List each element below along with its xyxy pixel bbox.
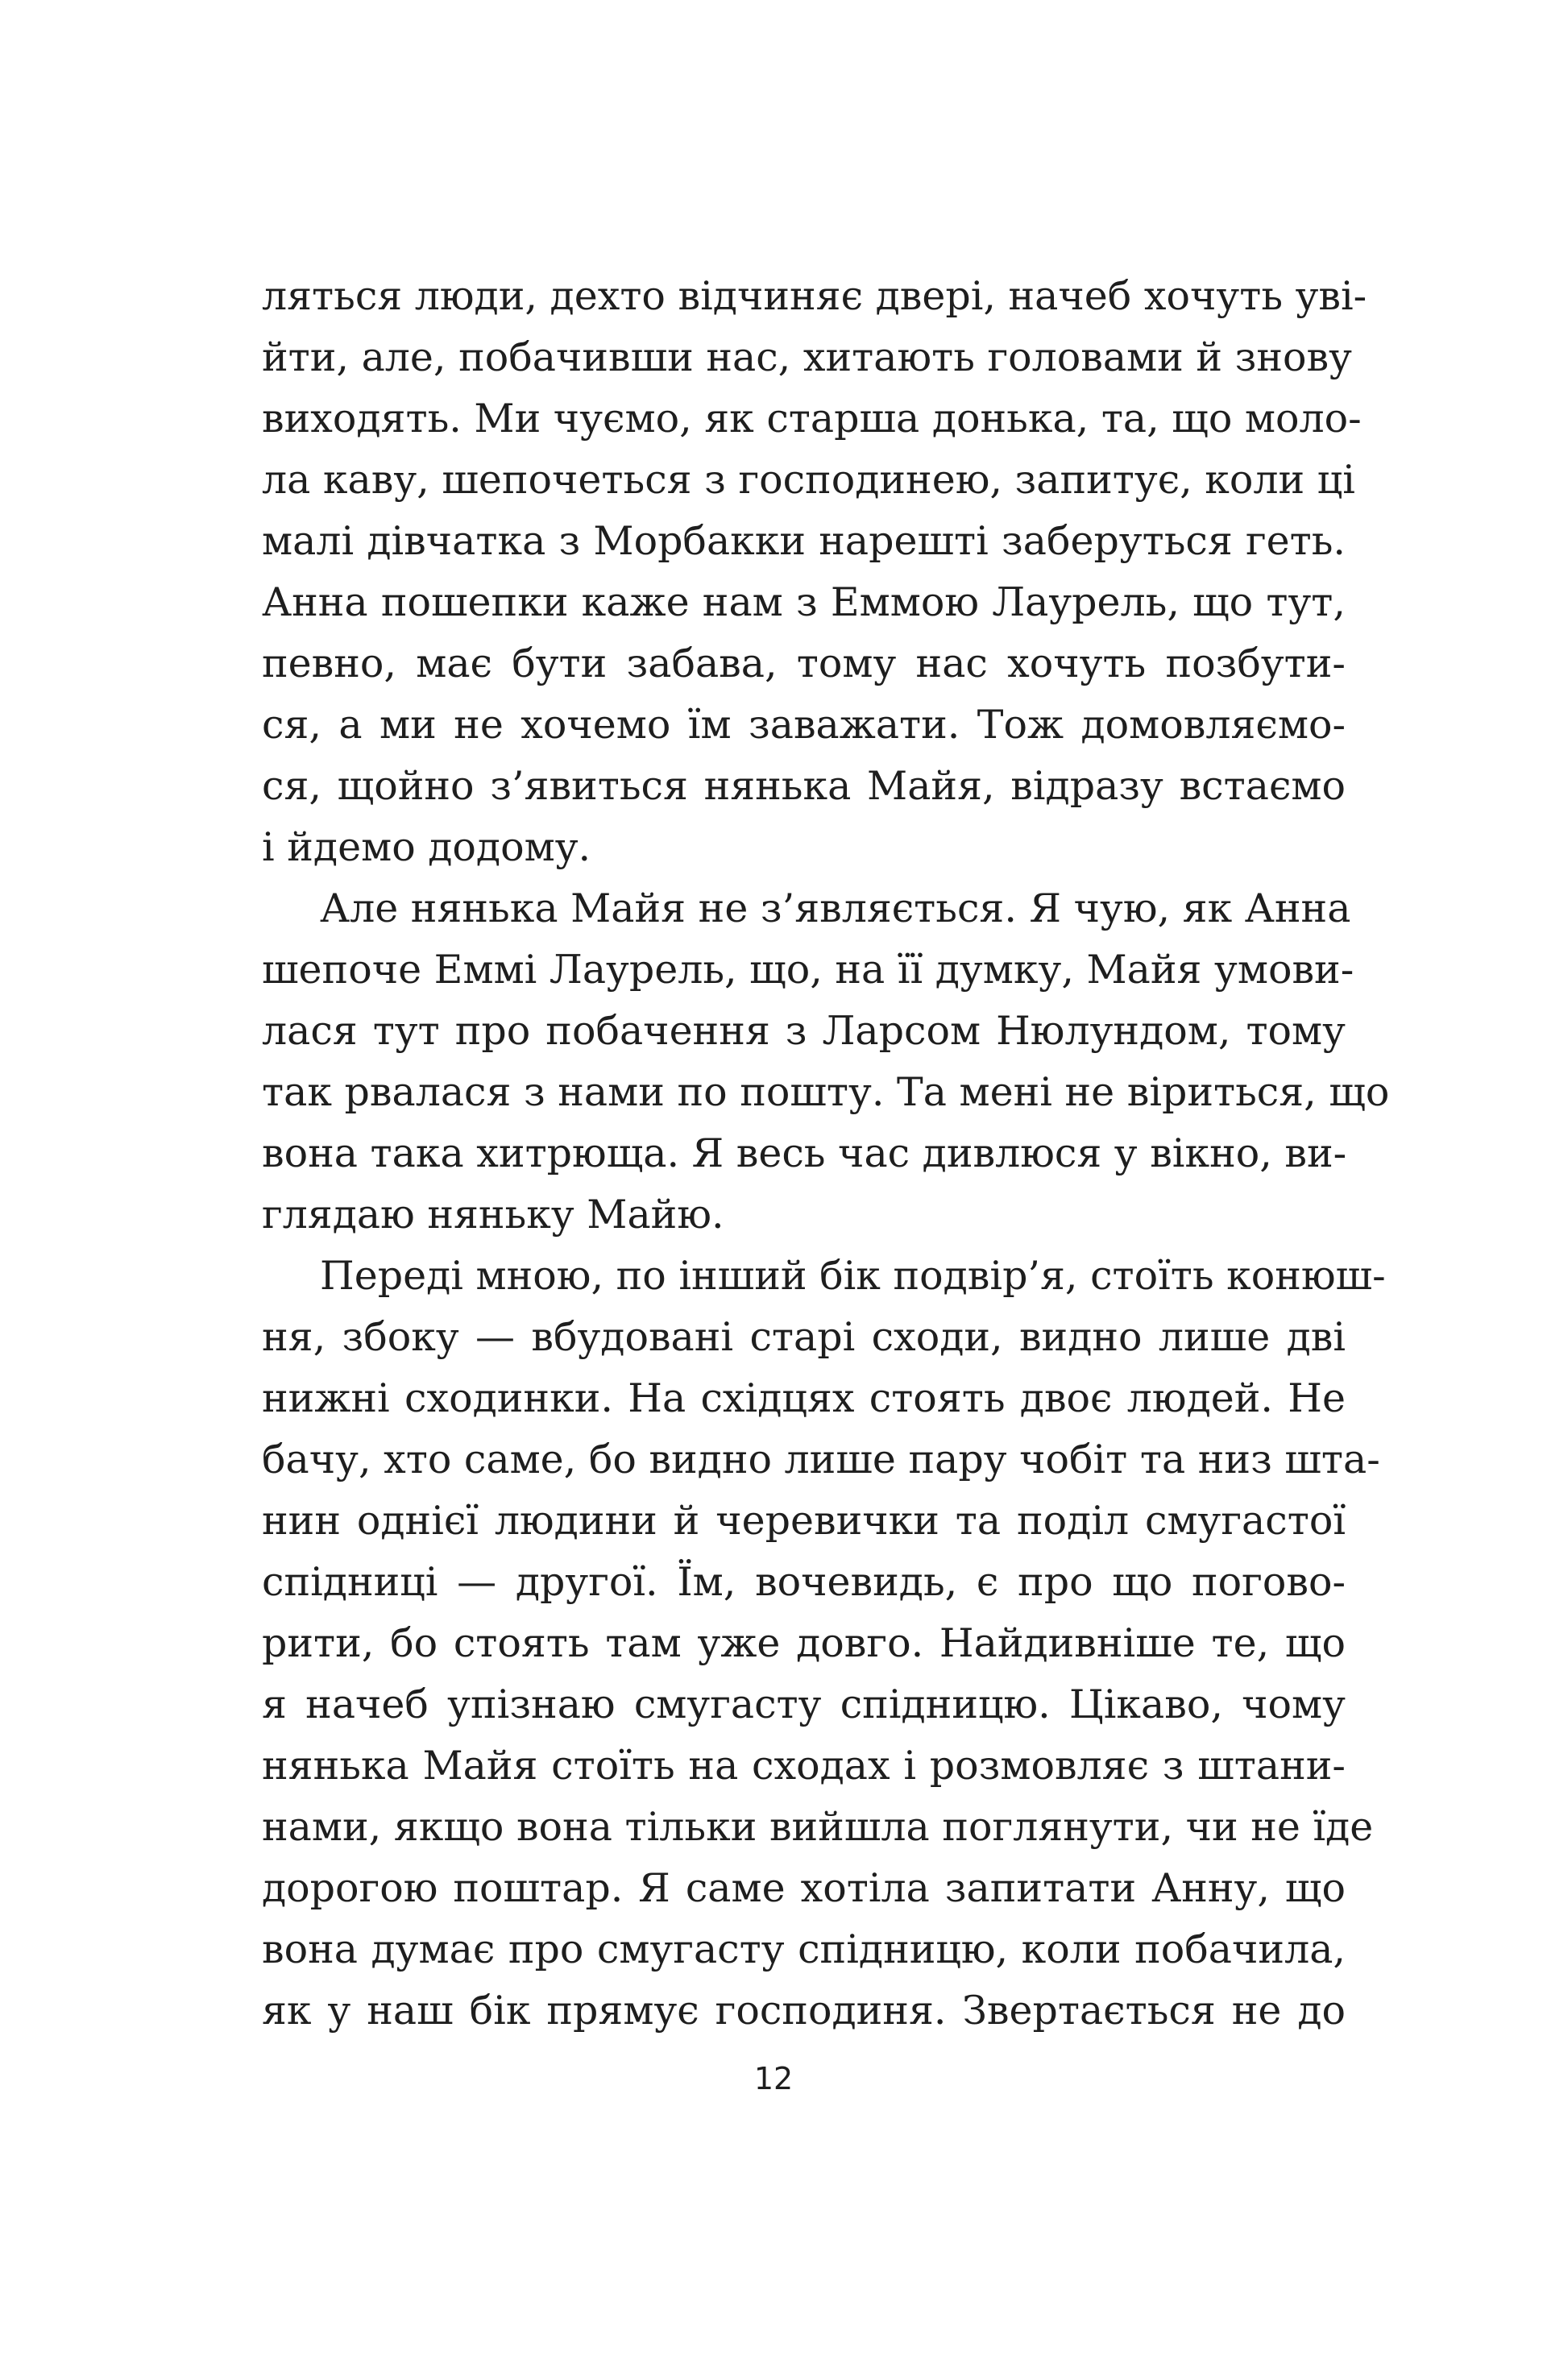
text-line: нижні сходинки. На східцях стоять двоє людей. Не: [262, 1375, 1346, 1421]
text-line: лася тут про побачення з Ларсом Нюлундом, тому: [262, 1008, 1346, 1054]
text-line: глядаю няньку Майю.: [262, 1192, 724, 1238]
text-line: ня, збоку — вбудовані старі сходи, видно лише дві: [262, 1314, 1346, 1360]
text-line: ся, щойно з’явиться нянька Майя, відразу встаємо: [262, 763, 1346, 809]
text-line: йти, але, побачивши нас, хитають головами й знову: [262, 334, 1352, 380]
text-line: бачу, хто саме, бо видно лише пару чобіт та низ шта-: [262, 1437, 1380, 1482]
text-line: ла каву, шепочеться з господинею, запитує, коли ці: [262, 457, 1355, 503]
text-line: як у наш бік прямує господиня. Звертається не до: [262, 1988, 1346, 2034]
text-line: вона така хитрюща. Я весь час дивлюся у вікно, ви-: [262, 1130, 1347, 1176]
body-text: [262, 266, 1390, 2042]
text-line: рити, бо стоять там уже довго. Найдивніше те, що: [262, 1620, 1346, 1666]
text-line: ляться люди, дехто відчиняє двері, начеб хочуть уві-: [262, 273, 1367, 319]
paragraph: [262, 1246, 1386, 2042]
text-line: малі дівчатка з Морбакки нарешті заберуться геть.: [262, 518, 1346, 564]
text-line: нянька Майя стоїть на сходах і розмовляє з штани-: [262, 1743, 1346, 1789]
text-line: шепоче Еммі Лаурель, що, на її думку, Майя умови-: [262, 947, 1354, 993]
paragraph: [262, 266, 1367, 878]
text-line: виходять. Ми чуємо, як старша донька, та, що моло-: [262, 396, 1362, 442]
text-line: Анна пошепки каже нам з Еммою Лаурель, що тут,: [262, 579, 1346, 625]
text-line: вона думає про смугасту спідницю, коли побачила,: [262, 1926, 1346, 1972]
text-line: певно, має бути забава, тому нас хочуть позбути-: [262, 641, 1346, 686]
page-number: 12: [753, 2061, 794, 2096]
text-line: Але нянька Майя не з’являється. Я чую, як Анна: [320, 885, 1351, 931]
text-line: я начеб упізнаю смугасту спідницю. Цікаво, чому: [262, 1681, 1346, 1727]
text-line: дорогою поштар. Я саме хотіла запитати Анну, що: [262, 1865, 1346, 1911]
text-line: так рвалася з нами по пошту. Та мені не віриться, що: [262, 1069, 1390, 1115]
text-line: нин однієї людини й черевички та поділ смугастої: [262, 1498, 1346, 1544]
text-line: Переді мною, по інший бік подвір’я, стоїть конюш-: [320, 1253, 1386, 1299]
text-line: спідниці — другої. Їм, вочевидь, є про що погово-: [262, 1559, 1346, 1605]
paragraph: [262, 878, 1390, 1246]
text-line: ся, а ми не хочемо їм заважати. Тож домовляємо-: [262, 702, 1346, 748]
text-line: і йдемо додому.: [262, 824, 591, 870]
text-line: нами, якщо вона тільки вийшла поглянути, чи не їде: [262, 1804, 1374, 1850]
